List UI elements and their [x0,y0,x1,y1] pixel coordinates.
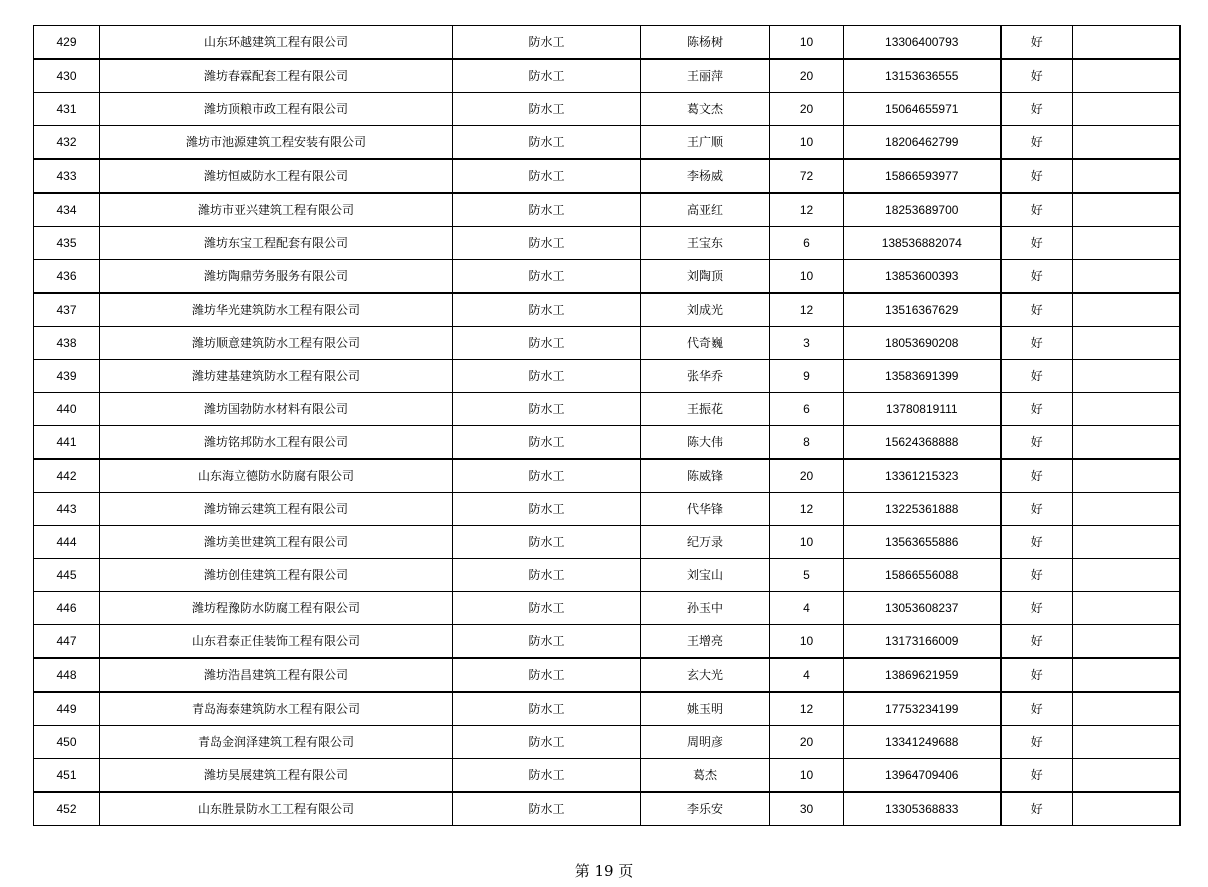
worker-count-cell: 20 [770,93,844,126]
note-cell [1073,260,1180,294]
rating-cell: 好 [1001,393,1073,426]
phone-cell: 13853600393 [844,260,1001,294]
note-cell [1073,393,1180,426]
phone-cell: 13869621959 [844,658,1001,692]
phone-cell: 18253689700 [844,193,1001,227]
table-row [34,692,1180,726]
phone-cell: 13153636555 [844,59,1001,93]
table-row [34,426,1180,460]
trade-cell: 防水工 [453,592,641,625]
trade-cell: 防水工 [453,526,641,559]
phone-cell: 13583691399 [844,360,1001,393]
note-cell [1073,459,1180,493]
company-name-cell: 山东海立德防水防腐有限公司 [100,459,453,493]
worker-count-cell: 10 [770,260,844,294]
worker-count-cell: 10 [770,26,844,60]
note-cell [1073,26,1180,60]
contact-person-cell: 王丽萍 [641,59,770,93]
rating-cell: 好 [1001,93,1073,126]
phone-cell: 13964709406 [844,759,1001,793]
worker-count-cell: 8 [770,426,844,460]
row-number-cell: 441 [34,426,100,460]
row-number-cell: 452 [34,792,100,826]
company-name-cell: 潍坊程豫防水防腐工程有限公司 [100,592,453,625]
company-name-cell: 潍坊东宝工程配套有限公司 [100,227,453,260]
row-number-cell: 446 [34,592,100,625]
contact-person-cell: 李乐安 [641,792,770,826]
trade-cell: 防水工 [453,559,641,592]
trade-cell: 防水工 [453,759,641,793]
company-name-cell: 潍坊建基建筑防水工程有限公司 [100,360,453,393]
contact-person-cell: 刘宝山 [641,559,770,592]
trade-cell: 防水工 [453,193,641,227]
worker-count-cell: 4 [770,592,844,625]
trade-cell: 防水工 [453,260,641,294]
row-number-cell: 431 [34,93,100,126]
contact-person-cell: 王广顺 [641,126,770,160]
note-cell [1073,227,1180,260]
row-number-cell: 435 [34,227,100,260]
page-number: 第 19 页 [574,862,634,880]
company-name-cell: 潍坊国勃防水材料有限公司 [100,393,453,426]
contact-person-cell: 高亚红 [641,193,770,227]
phone-cell: 15064655971 [844,93,1001,126]
note-cell [1073,759,1180,793]
table-row [34,559,1180,592]
rating-cell: 好 [1001,360,1073,393]
phone-cell: 138536882074 [844,227,1001,260]
row-number-cell: 430 [34,59,100,93]
rating-cell: 好 [1001,327,1073,360]
row-number-cell: 429 [34,26,100,60]
row-number-cell: 440 [34,393,100,426]
worker-count-cell: 10 [770,526,844,559]
note-cell [1073,360,1180,393]
table-row [34,193,1180,227]
note-cell [1073,526,1180,559]
table-row [34,393,1180,426]
note-cell [1073,93,1180,126]
row-number-cell: 449 [34,692,100,726]
rating-cell: 好 [1001,426,1073,460]
contact-person-cell: 刘陶顶 [641,260,770,294]
row-number-cell: 437 [34,293,100,327]
table-row [34,293,1180,327]
worker-count-cell: 6 [770,227,844,260]
trade-cell: 防水工 [453,393,641,426]
table-row [34,759,1180,793]
table-row [34,59,1180,93]
rating-cell: 好 [1001,59,1073,93]
company-name-cell: 潍坊锦云建筑工程有限公司 [100,493,453,526]
phone-cell: 17753234199 [844,692,1001,726]
trade-cell: 防水工 [453,93,641,126]
phone-cell: 15866593977 [844,159,1001,193]
worker-count-cell: 20 [770,459,844,493]
trade-cell: 防水工 [453,459,641,493]
company-name-cell: 潍坊浩昌建筑工程有限公司 [100,658,453,692]
phone-cell: 18206462799 [844,126,1001,160]
note-cell [1073,692,1180,726]
company-name-cell: 潍坊华光建筑防水工程有限公司 [100,293,453,327]
trade-cell: 防水工 [453,426,641,460]
rating-cell: 好 [1001,759,1073,793]
worker-count-cell: 10 [770,625,844,659]
worker-count-cell: 12 [770,293,844,327]
phone-cell: 13361215323 [844,459,1001,493]
table-row [34,526,1180,559]
contact-person-cell: 代奇巍 [641,327,770,360]
rating-cell: 好 [1001,625,1073,659]
rating-cell: 好 [1001,227,1073,260]
rating-cell: 好 [1001,260,1073,294]
phone-cell: 18053690208 [844,327,1001,360]
row-number-cell: 451 [34,759,100,793]
worker-count-cell: 72 [770,159,844,193]
worker-count-cell: 6 [770,393,844,426]
table-row [34,658,1180,692]
phone-cell: 13173166009 [844,625,1001,659]
table-row [34,625,1180,659]
table-row [34,327,1180,360]
note-cell [1073,327,1180,360]
contact-person-cell: 王振花 [641,393,770,426]
contact-person-cell: 刘成光 [641,293,770,327]
table-row [34,260,1180,294]
trade-cell: 防水工 [453,59,641,93]
table-row [34,93,1180,126]
trade-cell: 防水工 [453,360,641,393]
trade-cell: 防水工 [453,159,641,193]
rating-cell: 好 [1001,293,1073,327]
worker-count-cell: 10 [770,759,844,793]
company-name-cell: 青岛金润泽建筑工程有限公司 [100,726,453,759]
trade-cell: 防水工 [453,692,641,726]
row-number-cell: 448 [34,658,100,692]
note-cell [1073,193,1180,227]
table-row [34,159,1180,193]
company-name-cell: 潍坊美世建筑工程有限公司 [100,526,453,559]
table-row [34,459,1180,493]
row-number-cell: 444 [34,526,100,559]
trade-cell: 防水工 [453,792,641,826]
company-name-cell: 潍坊市池源建筑工程安装有限公司 [100,126,453,160]
phone-cell: 13780819111 [844,393,1001,426]
contact-person-cell: 葛文杰 [641,93,770,126]
company-name-cell: 潍坊陶鼎劳务服务有限公司 [100,260,453,294]
phone-cell: 13563655886 [844,526,1001,559]
row-number-cell: 439 [34,360,100,393]
phone-cell: 15624368888 [844,426,1001,460]
note-cell [1073,126,1180,160]
company-name-cell: 潍坊昊展建筑工程有限公司 [100,759,453,793]
worker-count-cell: 12 [770,493,844,526]
company-name-cell: 青岛海泰建筑防水工程有限公司 [100,692,453,726]
phone-cell: 13306400793 [844,26,1001,60]
company-name-cell: 山东环越建筑工程有限公司 [100,26,453,60]
trade-cell: 防水工 [453,726,641,759]
rating-cell: 好 [1001,159,1073,193]
trade-cell: 防水工 [453,26,641,60]
phone-cell: 13341249688 [844,726,1001,759]
contact-person-cell: 周明彦 [641,726,770,759]
note-cell [1073,559,1180,592]
company-name-cell: 潍坊市亚兴建筑工程有限公司 [100,193,453,227]
table-row [34,592,1180,625]
row-number-cell: 445 [34,559,100,592]
contact-person-cell: 陈大伟 [641,426,770,460]
row-number-cell: 443 [34,493,100,526]
contact-person-cell: 陈威锋 [641,459,770,493]
worker-count-cell: 5 [770,559,844,592]
worker-count-cell: 20 [770,726,844,759]
note-cell [1073,59,1180,93]
trade-cell: 防水工 [453,658,641,692]
table-row [34,227,1180,260]
phone-cell: 13305368833 [844,792,1001,826]
trade-cell: 防水工 [453,625,641,659]
note-cell [1073,426,1180,460]
worker-count-cell: 12 [770,193,844,227]
table-row [34,126,1180,160]
contact-person-cell: 葛杰 [641,759,770,793]
table-row [34,726,1180,759]
rating-cell: 好 [1001,126,1073,160]
table-row [34,792,1180,826]
table-row [34,493,1180,526]
note-cell [1073,625,1180,659]
note-cell [1073,493,1180,526]
contact-person-cell: 李杨威 [641,159,770,193]
worker-count-cell: 4 [770,658,844,692]
worker-count-cell: 9 [770,360,844,393]
company-name-cell: 潍坊恒威防水工程有限公司 [100,159,453,193]
trade-cell: 防水工 [453,126,641,160]
contact-person-cell: 张华乔 [641,360,770,393]
note-cell [1073,726,1180,759]
trade-cell: 防水工 [453,293,641,327]
contact-person-cell: 王宝东 [641,227,770,260]
worker-count-cell: 20 [770,59,844,93]
note-cell [1073,293,1180,327]
contact-person-cell: 玄大光 [641,658,770,692]
row-number-cell: 434 [34,193,100,227]
rating-cell: 好 [1001,559,1073,592]
rating-cell: 好 [1001,658,1073,692]
rating-cell: 好 [1001,726,1073,759]
worker-count-cell: 12 [770,692,844,726]
rating-cell: 好 [1001,692,1073,726]
contact-person-cell: 代华锋 [641,493,770,526]
worker-count-cell: 10 [770,126,844,160]
rating-cell: 好 [1001,493,1073,526]
company-name-cell: 潍坊顶粮市政工程有限公司 [100,93,453,126]
company-name-cell: 潍坊顺意建筑防水工程有限公司 [100,327,453,360]
contractor-table [33,25,1181,826]
note-cell [1073,592,1180,625]
worker-count-cell: 30 [770,792,844,826]
contact-person-cell: 纪万录 [641,526,770,559]
row-number-cell: 442 [34,459,100,493]
note-cell [1073,658,1180,692]
contact-person-cell: 姚玉明 [641,692,770,726]
rating-cell: 好 [1001,592,1073,625]
contact-person-cell: 陈杨树 [641,26,770,60]
contact-person-cell: 王增亮 [641,625,770,659]
company-name-cell: 潍坊铭邦防水工程有限公司 [100,426,453,460]
worker-count-cell: 3 [770,327,844,360]
table-body [34,26,1180,826]
trade-cell: 防水工 [453,327,641,360]
row-number-cell: 433 [34,159,100,193]
row-number-cell: 447 [34,625,100,659]
rating-cell: 好 [1001,526,1073,559]
row-number-cell: 438 [34,327,100,360]
company-name-cell: 潍坊春霖配套工程有限公司 [100,59,453,93]
rating-cell: 好 [1001,26,1073,60]
note-cell [1073,159,1180,193]
table-row [34,360,1180,393]
trade-cell: 防水工 [453,493,641,526]
rating-cell: 好 [1001,792,1073,826]
rating-cell: 好 [1001,459,1073,493]
phone-cell: 13053608237 [844,592,1001,625]
table-row [34,26,1180,60]
row-number-cell: 450 [34,726,100,759]
company-name-cell: 山东胜景防水工工程有限公司 [100,792,453,826]
phone-cell: 13225361888 [844,493,1001,526]
phone-cell: 13516367629 [844,293,1001,327]
row-number-cell: 436 [34,260,100,294]
trade-cell: 防水工 [453,227,641,260]
note-cell [1073,792,1180,826]
company-name-cell: 潍坊创佳建筑工程有限公司 [100,559,453,592]
company-name-cell: 山东君泰正佳装饰工程有限公司 [100,625,453,659]
row-number-cell: 432 [34,126,100,160]
contact-person-cell: 孙玉中 [641,592,770,625]
rating-cell: 好 [1001,193,1073,227]
phone-cell: 15866556088 [844,559,1001,592]
